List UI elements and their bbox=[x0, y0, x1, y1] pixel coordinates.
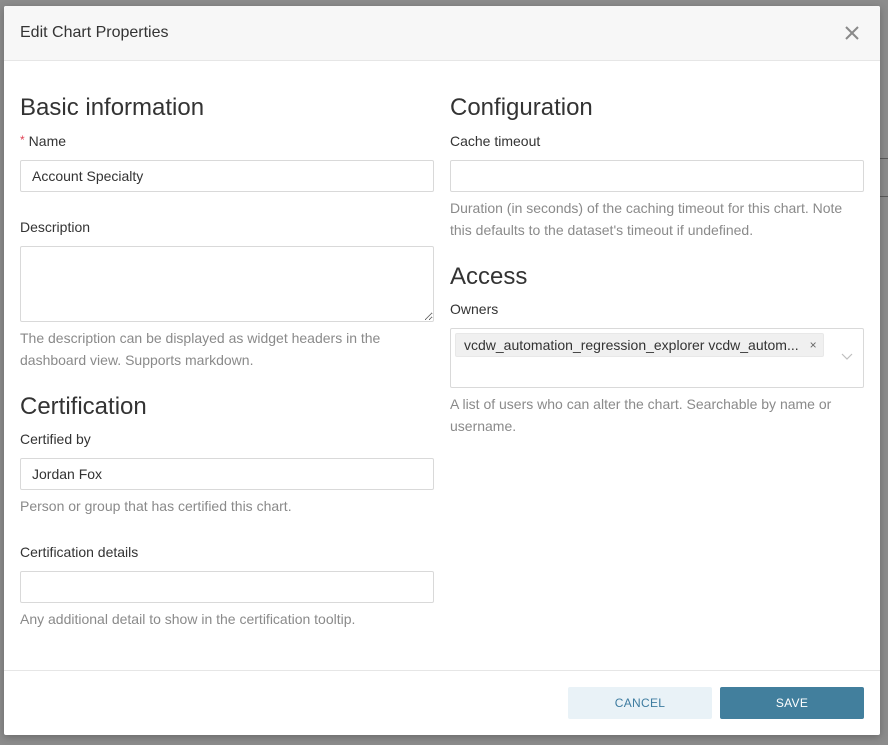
certification-details-input[interactable] bbox=[20, 571, 434, 603]
owners-label: Owners bbox=[450, 301, 499, 317]
close-icon bbox=[842, 23, 862, 43]
background-table-edge bbox=[880, 196, 888, 197]
cache-timeout-help-text: Duration (in seconds) of the caching timeout for this chart. Note this defaults to the dataset's timeout if undefined. bbox=[450, 200, 843, 238]
modal-title: Edit Chart Properties bbox=[20, 24, 169, 41]
certification-details-help-text: Any additional detail to show in the certification tooltip. bbox=[20, 611, 356, 627]
name-label bbox=[20, 133, 66, 149]
modal-footer bbox=[4, 670, 880, 736]
description-textarea[interactable] bbox=[20, 246, 434, 322]
owners-select[interactable] bbox=[450, 328, 864, 388]
certification-details-label: Certification details bbox=[20, 544, 139, 560]
certification-heading: Certification bbox=[20, 393, 147, 420]
remove-owner-icon[interactable]: × bbox=[809, 338, 817, 352]
access-heading: Access bbox=[450, 263, 528, 290]
cancel-button[interactable]: CANCEL bbox=[568, 687, 712, 719]
name-input[interactable] bbox=[20, 160, 434, 192]
owners-help-text: A list of users who can alter the chart. Searchable by name or username. bbox=[450, 396, 832, 434]
background-table-edge bbox=[880, 158, 888, 159]
cache-timeout-input[interactable] bbox=[450, 160, 864, 192]
cache-timeout-label: Cache timeout bbox=[450, 133, 541, 149]
description-label: Description bbox=[20, 219, 91, 235]
owner-tag-label: vcdw_automation_regression_explorer vcdw_autom... bbox=[464, 337, 799, 353]
modal-header bbox=[4, 6, 880, 61]
description-help-text: The description can be displayed as widget headers in the dashboard view. Supports markdown. bbox=[20, 330, 381, 368]
basic-information-heading: Basic information bbox=[20, 94, 205, 121]
close-button[interactable] bbox=[842, 23, 862, 43]
owner-tag bbox=[455, 333, 824, 357]
certified-by-label: Certified by bbox=[20, 431, 91, 447]
certified-by-help-text: Person or group that has certified this chart. bbox=[20, 498, 292, 514]
chevron-down-icon bbox=[841, 353, 853, 361]
name-label-text: Name bbox=[28, 133, 67, 149]
configuration-heading: Configuration bbox=[450, 94, 593, 121]
edit-chart-properties-modal bbox=[4, 6, 880, 735]
required-marker: * bbox=[20, 133, 25, 147]
save-button[interactable]: SAVE bbox=[720, 687, 864, 719]
certified-by-input[interactable] bbox=[20, 458, 434, 490]
